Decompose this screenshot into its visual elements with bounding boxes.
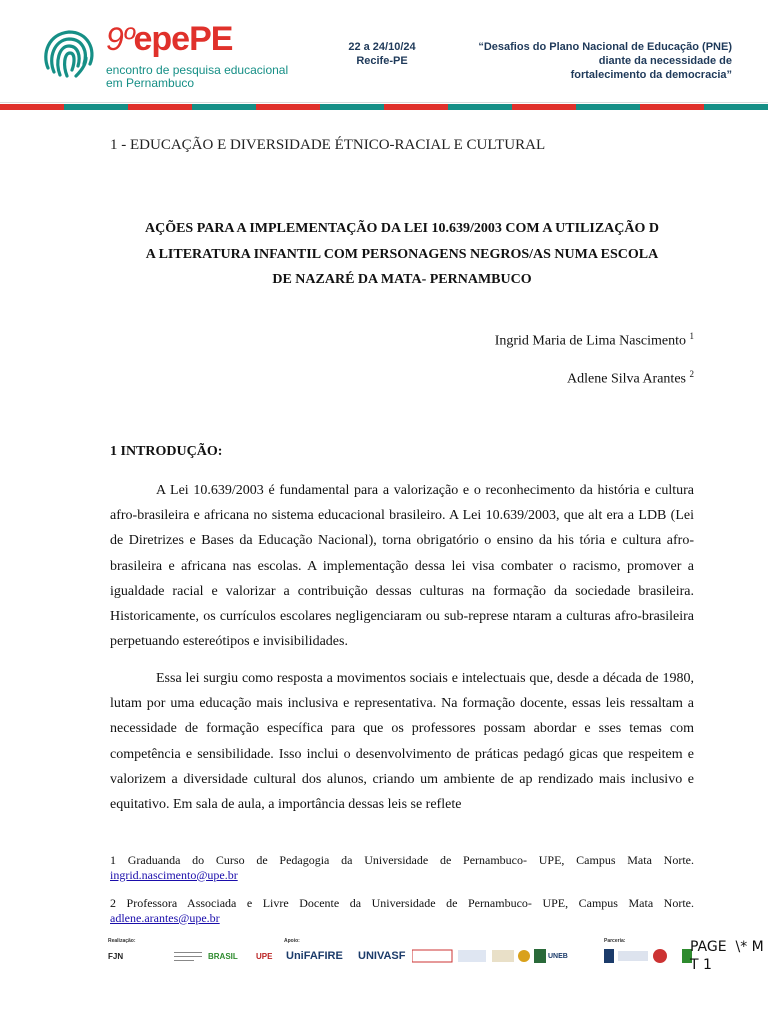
stripe-segment [256, 104, 320, 110]
fjn-logo-text: FJN [108, 951, 124, 961]
stripe-segment [384, 104, 448, 110]
title-line: AÇÕES PARA A IMPLEMENTAÇÃO DA LEI 10.639/2003 COM A UTILIZAÇÃO D [144, 221, 660, 236]
brasil-gov-logo [208, 948, 238, 964]
stripe-segment [64, 104, 128, 110]
stripe-segment [0, 104, 64, 110]
uneb-logo [548, 948, 568, 964]
partner-logos-group [412, 948, 548, 964]
ministry-emblem-icon [174, 949, 202, 963]
author-2 [567, 369, 694, 388]
paragraph-2 [110, 666, 694, 817]
stripe-segment [576, 104, 640, 110]
stripe-segment [640, 104, 704, 110]
stripe-segment [512, 104, 576, 110]
stripe-segment [320, 104, 384, 110]
fingerprint-logo-icon [40, 24, 98, 82]
apoio-label: Apoio: [284, 938, 300, 944]
edition-number: 9º [106, 21, 134, 57]
footnote-ref[interactable]: 2 [689, 369, 694, 379]
fjn-logo [108, 948, 123, 964]
stripe-segment [192, 104, 256, 110]
email-link[interactable]: adlene.arantes@upe.br [110, 910, 220, 925]
parceria-logos-group [604, 948, 702, 964]
brasil-logo-text: BRASIL [208, 951, 238, 961]
footnote-2 [110, 896, 694, 925]
email-link[interactable]: ingrid.nascimento@upe.br [110, 867, 238, 882]
thematic-area: 1 - EDUCAÇÃO E DIVERSIDADE ÉTNICO-RACIAL E CULTURAL [110, 137, 546, 153]
unifafire-logo [286, 948, 343, 964]
author-name: Adlene Silva Arantes [567, 371, 686, 387]
parceria-logos-icon [604, 947, 702, 965]
event-acronym: epePE [133, 20, 233, 58]
paragraph-text: Essa lei surgiu como resposta a movimentos sociais e intelectuais que, desde a década de 1980, lutam por uma educação mais inclusiva e representativa. Na formação docente, essas leis ressaltam a necessidade de formação específica para que os professores possam abordar e sses temas com competência e sensibilidade. Isso inclui o desenvolvimento de práticas pedagó gicas que respeitem e valorizem a diversidade cultural dos alunos, criando um ambiente de ap rendizado mais inclusivo e equitativo. Em sala de aula, a importância dessas leis se reflete [110, 671, 694, 813]
title-line: DE NAZARÉ DA MATA- PERNAMBUCO [272, 272, 532, 287]
logo-subtitle-line: em Pernambuco [106, 76, 195, 90]
univasf-logo-text: UNIVASF [358, 950, 406, 962]
event-logo-subtitle [106, 64, 288, 90]
event-logo-title [106, 20, 232, 58]
logo-subtitle-line: encontro de pesquisa educacional [106, 63, 289, 77]
ministry-logo [174, 948, 202, 964]
page-number-field: PAGE \* M T 1 [690, 939, 764, 973]
parceria-label: Parceria: [604, 938, 626, 944]
event-date-range: 22 a 24/10/24 [348, 41, 416, 53]
event-header [0, 0, 768, 112]
unifafire-logo-text: UniFAFIRE [286, 950, 343, 962]
tagline-line: “Desafios do Plano Nacional de Educação (PNE) [478, 41, 732, 53]
stripe-segment [704, 104, 768, 110]
upe-logo-text: UPE [256, 951, 273, 961]
upe-logo [256, 948, 272, 964]
paper-title [110, 216, 694, 293]
author-name: Ingrid Maria de Lima Nascimento [494, 333, 686, 349]
event-tagline [440, 40, 732, 82]
stripe-segment [128, 104, 192, 110]
partner-logos-icon [412, 948, 548, 964]
tagline-line: diante da necessidade de [598, 55, 732, 67]
paragraph-text: A Lei 10.639/2003 é fundamental para a valorização e o reconhecimento da história e cultura afro-brasileira e africana no sistema educacional brasileiro. A Lei 10.639/2003, que alt era a LDB (Lei de Diretrizes e Bases da Educação Nacional), torna obrigatório o ensino da his tória e cultura afro-brasileira e africana nas escolas. A implementação dessa lei visa combater o racismo, promover a igualdade racial e valorizar a contribuição dessas culturas na formação da sociedade brasileira. Historicamente, os currículos escolares negligenciaram ou sub-represe ntaram a culturas afro-brasileira perpetuando estereótipos e invisibilidades. [110, 483, 694, 650]
event-location: Recife-PE [356, 55, 408, 67]
author-1 [495, 331, 694, 350]
footnote-1 [110, 853, 694, 882]
uneb-logo-text: UNEB [548, 952, 568, 960]
footnote-text: 2 Professora Associada e Livre Docente da Universidade de Pernambuco- UPE, Campus Mata Norte. [110, 896, 694, 910]
footnote-text: 1 Graduanda do Curso de Pedagogia da Universidade de Pernambuco- UPE, Campus Mata Norte. [110, 853, 694, 867]
title-line: A LITERATURA INFANTIL COM PERSONAGENS NEGROS/AS NUMA ESCOLA [145, 246, 659, 262]
footnote-ref[interactable]: 1 [689, 331, 694, 341]
event-dates [330, 40, 434, 68]
paragraph-1 [110, 478, 694, 654]
stripe-segment [448, 104, 512, 110]
section-heading: 1 INTRODUÇÃO: [110, 444, 223, 459]
header-color-stripe [0, 104, 768, 110]
univasf-logo [358, 948, 405, 964]
header-divider [0, 102, 768, 103]
sponsor-footer [108, 938, 702, 970]
tagline-line: fortalecimento da democracia” [570, 69, 732, 81]
realizacao-label: Realização: [108, 938, 136, 944]
